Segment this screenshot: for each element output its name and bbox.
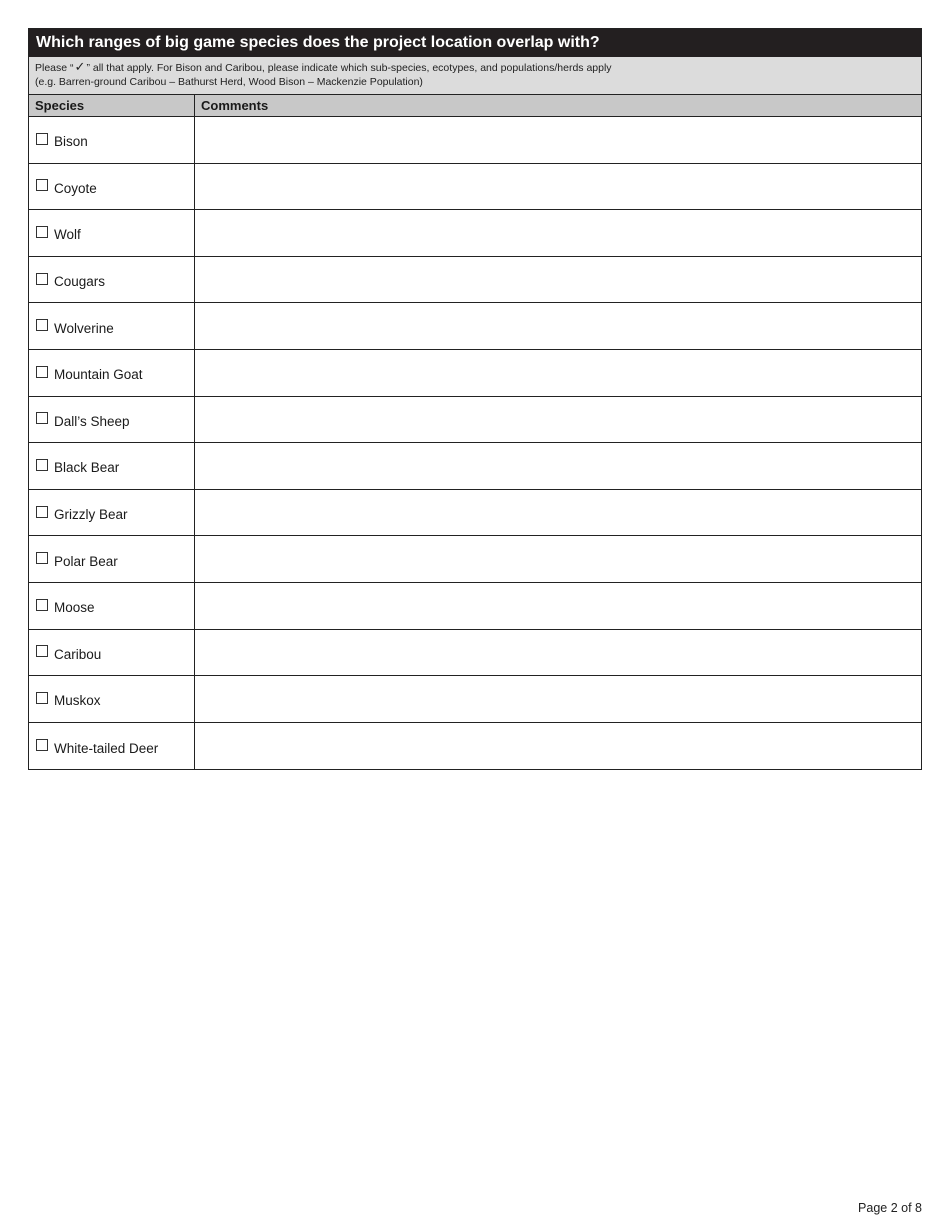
species-label: Bison — [54, 134, 88, 150]
table-row — [29, 583, 921, 630]
species-checkbox[interactable] — [36, 459, 48, 471]
species-label: Coyote — [54, 180, 97, 196]
species-checkbox[interactable] — [36, 692, 48, 704]
species-cell — [29, 676, 195, 722]
comments-field[interactable] — [195, 210, 921, 256]
comments-field[interactable] — [195, 536, 921, 582]
comments-field[interactable] — [195, 443, 921, 489]
comments-field[interactable] — [195, 303, 921, 349]
species-checkbox[interactable] — [36, 506, 48, 518]
species-checkbox[interactable] — [36, 599, 48, 611]
species-label: Mountain Goat — [54, 367, 143, 383]
comments-field[interactable] — [195, 257, 921, 303]
species-label: Caribou — [54, 646, 102, 662]
table-row — [29, 723, 921, 770]
species-cell — [29, 397, 195, 443]
instructions-line-1 — [35, 61, 915, 75]
instructions-suffix: ” all that apply. For Bison and Caribou, please indicate which sub-species, ecotypes, and populations/herds apply — [86, 62, 612, 74]
species-checkbox[interactable] — [36, 273, 48, 285]
species-checkbox[interactable] — [36, 412, 48, 424]
table-row — [29, 490, 921, 537]
table-row — [29, 676, 921, 723]
table-row — [29, 117, 921, 164]
comments-field[interactable] — [195, 117, 921, 163]
instructions-line-2: (e.g. Barren-ground Caribou – Bathurst Herd, Wood Bison – Mackenzie Population) — [35, 76, 423, 88]
species-cell — [29, 164, 195, 210]
comments-field[interactable] — [195, 490, 921, 536]
species-cell — [29, 350, 195, 396]
comments-field[interactable] — [195, 630, 921, 676]
table-row — [29, 210, 921, 257]
species-cell — [29, 723, 195, 770]
species-label: Black Bear — [54, 460, 120, 476]
table-row — [29, 536, 921, 583]
species-cell — [29, 536, 195, 582]
comments-field[interactable] — [195, 350, 921, 396]
species-checkbox[interactable] — [36, 645, 48, 657]
species-checkbox[interactable] — [36, 552, 48, 564]
table-row — [29, 164, 921, 211]
table-row — [29, 397, 921, 444]
table-row — [29, 630, 921, 677]
species-column-header: Species — [29, 95, 195, 116]
species-checkbox[interactable] — [36, 133, 48, 145]
species-cell — [29, 583, 195, 629]
comments-field[interactable] — [195, 397, 921, 443]
species-cell — [29, 490, 195, 536]
form-instructions — [29, 57, 921, 95]
comments-column-header: Comments — [201, 98, 269, 113]
form-title: Which ranges of big game species does the project location overlap with? — [29, 29, 921, 57]
species-range-form — [28, 28, 922, 770]
species-checkbox[interactable] — [36, 179, 48, 191]
comments-field[interactable] — [195, 583, 921, 629]
species-cell — [29, 303, 195, 349]
species-label: Cougars — [54, 274, 106, 290]
table-row — [29, 350, 921, 397]
species-label: Muskox — [54, 693, 101, 709]
species-label: Wolverine — [54, 320, 114, 336]
species-cell — [29, 257, 195, 303]
species-label: Wolf — [54, 227, 81, 243]
comments-field[interactable] — [195, 164, 921, 210]
species-cell — [29, 210, 195, 256]
species-label: White-tailed Deer — [54, 740, 159, 756]
species-checkbox[interactable] — [36, 226, 48, 238]
page-number: Page 2 of 8 — [858, 1201, 922, 1215]
checkmark-icon: ✓ — [74, 59, 86, 74]
species-cell — [29, 443, 195, 489]
species-label: Moose — [54, 600, 95, 616]
table-row — [29, 257, 921, 304]
species-table-body — [29, 117, 921, 769]
table-header — [29, 95, 921, 117]
species-cell — [29, 630, 195, 676]
species-label: Dall’s Sheep — [54, 413, 130, 429]
species-label: Polar Bear — [54, 553, 118, 569]
species-checkbox[interactable] — [36, 319, 48, 331]
comments-field[interactable] — [195, 676, 921, 722]
instructions-prefix: Please “ — [35, 62, 74, 74]
comments-field[interactable] — [195, 723, 921, 770]
species-label: Grizzly Bear — [54, 507, 128, 523]
table-row — [29, 443, 921, 490]
species-checkbox[interactable] — [36, 366, 48, 378]
species-checkbox[interactable] — [36, 739, 48, 751]
species-cell — [29, 117, 195, 163]
table-row — [29, 303, 921, 350]
